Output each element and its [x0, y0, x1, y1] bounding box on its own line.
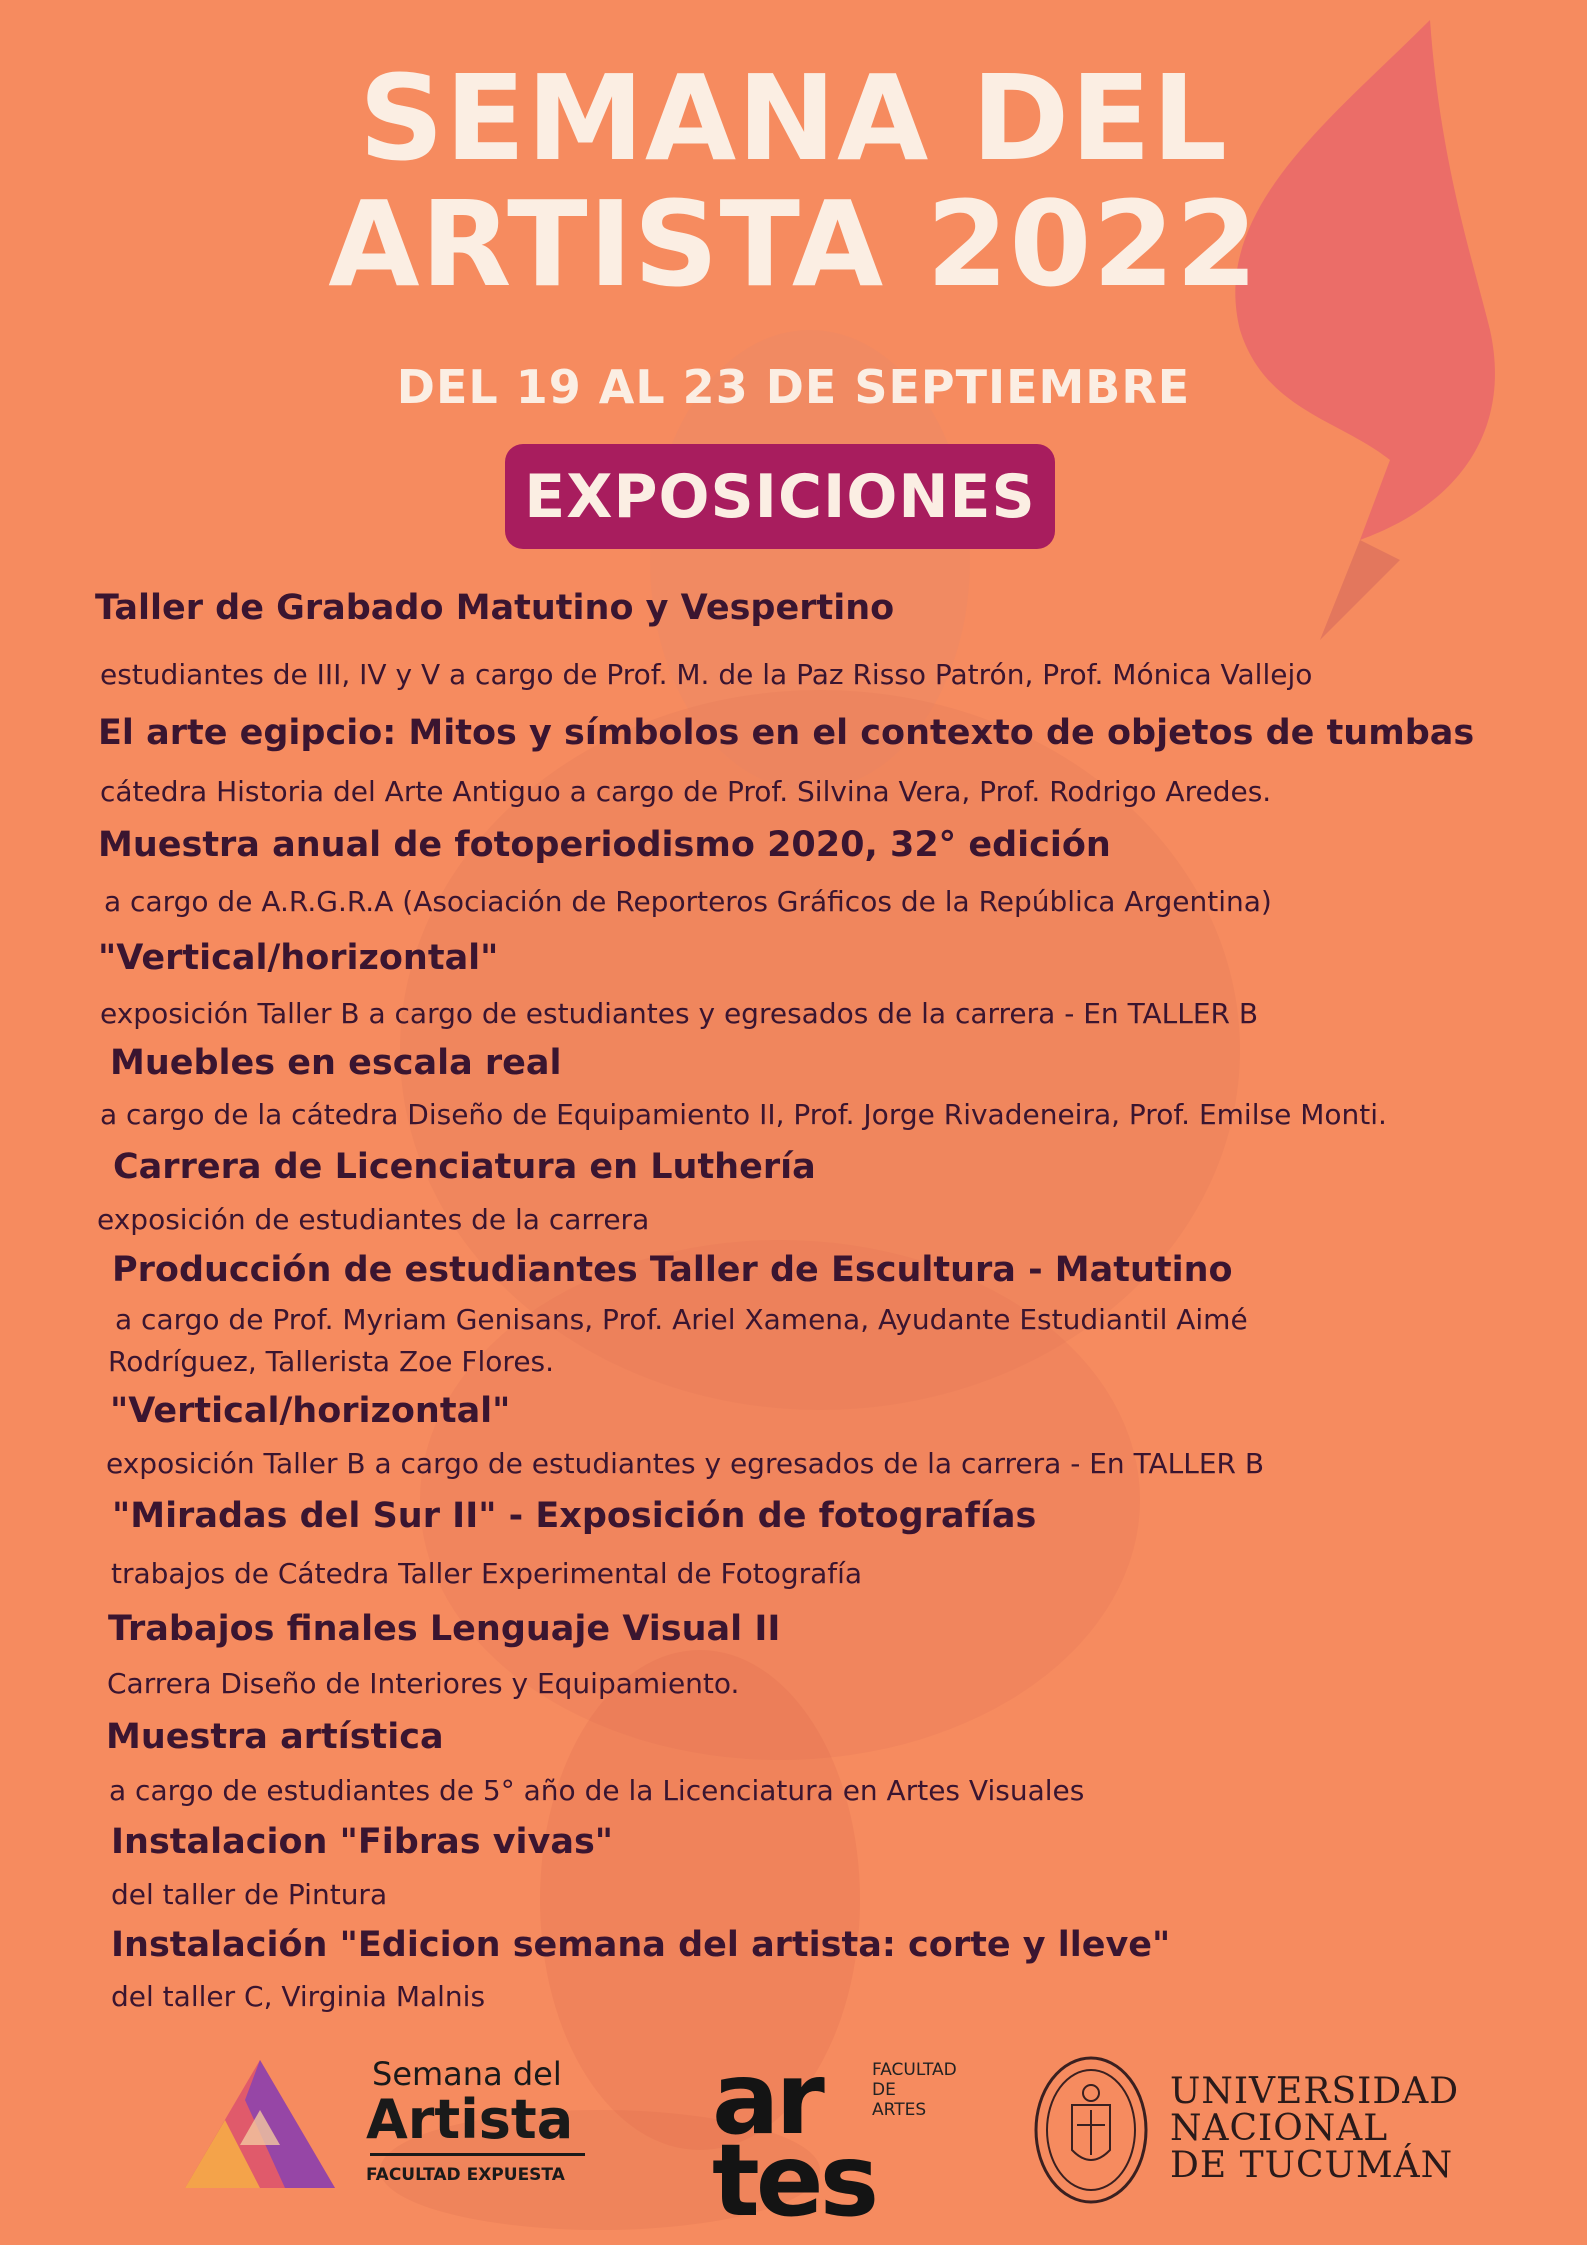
semana-logo-line1: Semana del: [372, 2055, 562, 2093]
exhibition-desc: cátedra Historia del Arte Antiguo a cargo de Prof. Silvina Vera, Prof. Rodrigo Aredes.: [100, 775, 1272, 808]
university-seal-icon: [1032, 2055, 1150, 2205]
semana-logo-line3: FACULTAD EXPUESTA: [366, 2165, 565, 2185]
exhibition-title: Muestra artística: [106, 1717, 444, 1757]
exhibition-desc: Carrera Diseño de Interiores y Equipamiento.: [107, 1667, 740, 1700]
exhibition-title: Instalacion "Fibras vivas": [111, 1822, 614, 1862]
exhibition-title: Producción de estudiantes Taller de Escultura - Matutino: [112, 1250, 1233, 1290]
exhibition-title: Trabajos finales Lenguaje Visual II: [108, 1609, 781, 1649]
triangle-logo-icon: [185, 2060, 335, 2190]
exhibition-desc: exposición Taller B a cargo de estudiantes y egresados de la carrera - En TALLER B: [106, 1447, 1265, 1480]
exhibition-desc: trabajos de Cátedra Taller Experimental de Fotografía: [111, 1557, 863, 1590]
exhibition-desc: a cargo de A.R.G.R.A (Asociación de Reporteros Gráficos de la República Argentina): [104, 885, 1272, 918]
exhibition-desc: a cargo de estudiantes de 5° año de la Licenciatura en Artes Visuales: [109, 1774, 1085, 1807]
exhibition-desc: Rodríguez, Tallerista Zoe Flores.: [108, 1345, 555, 1378]
page-title: [0, 49, 1587, 313]
university-name: UNIVERSIDAD NACIONAL DE TUCUMÁN: [1170, 2071, 1460, 2186]
exhibition-title: Taller de Grabado Matutino y Vespertino: [95, 588, 895, 628]
exhibition-title: Muebles en escala real: [110, 1043, 562, 1083]
title-line-1: SEMANA DEL: [358, 49, 1229, 187]
facultad-de-artes-label: FACULTAD DE ARTES: [872, 2060, 957, 2120]
exhibition-desc: del taller C, Virginia Malnis: [111, 1980, 486, 2013]
event-dates: DEL 19 AL 23 DE SEPTIEMBRE: [396, 360, 1191, 414]
exhibition-title: "Vertical/horizontal": [110, 1391, 511, 1431]
exhibition-desc: del taller de Pintura: [111, 1878, 388, 1911]
exhibition-title: "Vertical/horizontal": [98, 938, 499, 978]
exhibition-desc: a cargo de la cátedra Diseño de Equipamiento II, Prof. Jorge Rivadeneira, Prof. Emilse Monti.: [100, 1098, 1387, 1131]
title-line-2: ARTISTA 2022: [328, 175, 1259, 313]
exhibition-title: El arte egipcio: Mitos y símbolos en el contexto de objetos de tumbas: [98, 713, 1475, 753]
exhibition-title: "Miradas del Sur II" - Exposición de fotografías: [112, 1496, 1037, 1536]
exhibition-desc: exposición Taller B a cargo de estudiantes y egresados de la carrera - En TALLER B: [100, 997, 1259, 1030]
exhibition-title: Carrera de Licenciatura en Luthería: [113, 1147, 816, 1187]
artes-logo: ar tes: [712, 2040, 876, 2239]
exhibition-desc: estudiantes de III, IV y V a cargo de Prof. M. de la Paz Risso Patrón, Prof. Mónica Vallejo: [100, 658, 1313, 691]
exhibition-desc: a cargo de Prof. Myriam Genisans, Prof. Ariel Xamena, Ayudante Estudiantil Aimé: [115, 1303, 1248, 1336]
semana-logo-divider: [370, 2153, 585, 2156]
semana-logo-line2: Artista: [366, 2088, 574, 2151]
exhibition-title: Muestra anual de fotoperiodismo 2020, 32° edición: [98, 825, 1111, 865]
exhibition-title: Instalación "Edicion semana del artista: corte y lleve": [111, 1925, 1171, 1965]
section-badge: EXPOSICIONES: [505, 444, 1055, 549]
exhibition-desc: exposición de estudiantes de la carrera: [97, 1203, 650, 1236]
